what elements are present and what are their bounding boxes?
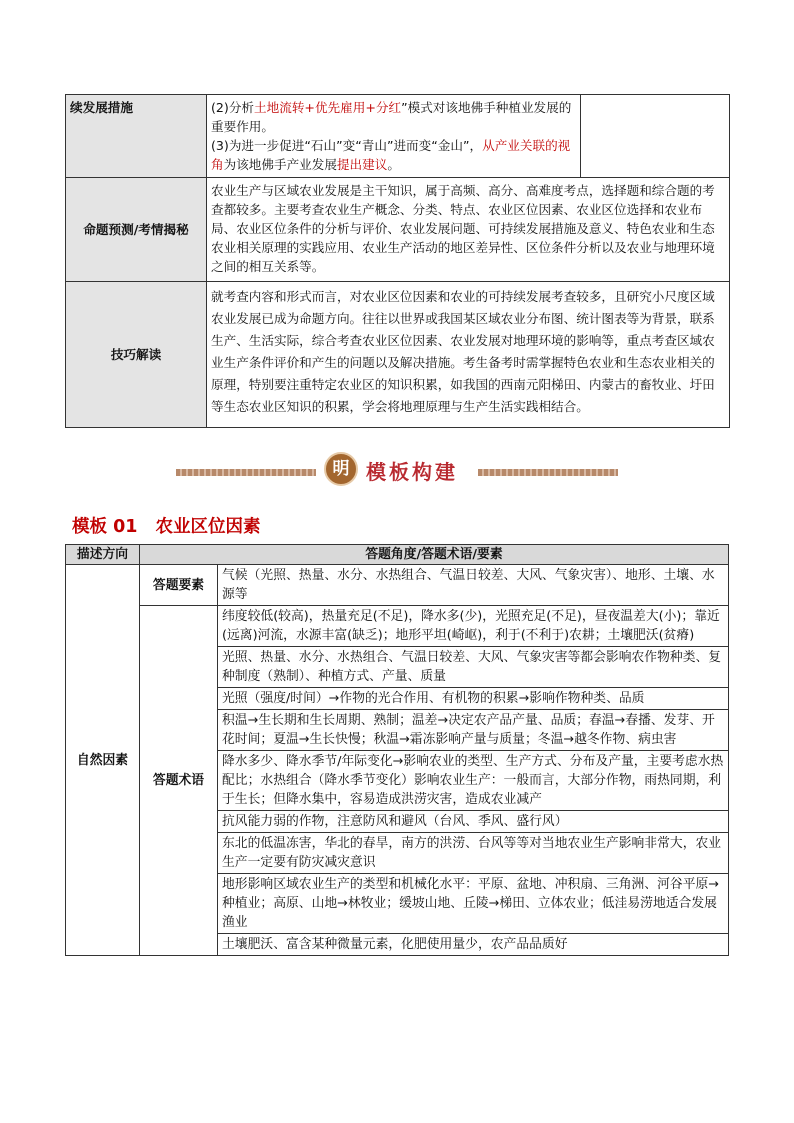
- table-cell: 光照、热量、水分、水热组合、气温日较差、大风、气象灾害等都会影响农作物种类、复种制度（熟制）、种植方式、产量、质量: [218, 647, 729, 688]
- badge-icon: 明: [324, 452, 358, 486]
- empty-cell: [581, 95, 730, 178]
- template-title: 农业区位因素: [155, 517, 261, 537]
- table-row: [66, 565, 729, 606]
- table-row: [66, 95, 730, 178]
- decorative-divider: [176, 469, 316, 476]
- table-row: [66, 606, 729, 647]
- table-cell: 降水多少、降水季节/年际变化→影响农业的类型、生产方式、分布及产量，主要考虑水热配比；水热组合（降水季节变化）影响农业生产：一般而言，大部分作物，雨热同期，利于生长；但降水集中，容易造成洪涝灾害，造成农业减产: [218, 751, 729, 811]
- decorative-divider: [478, 469, 618, 476]
- table-cell: 气候（光照、热量、水分、水热组合、气温日较差、大风、气象灾害）、地形、土壤、水源等: [218, 565, 729, 606]
- template-number: 模板 01: [72, 517, 138, 537]
- row-label: 续发展措施: [66, 95, 207, 178]
- table-cell: 光照（强度/时间）→作物的光合作用、有机物的积累→影响作物种类、品质: [218, 688, 729, 710]
- table-cell: 抗风能力弱的作物，注意防风和避风（台风、季风、盛行风）: [218, 811, 729, 833]
- template-table: [65, 544, 729, 956]
- table-row: [66, 282, 730, 428]
- table-cell: 东北的低温冻害，华北的春旱，南方的洪涝、台风等等对当地农业生产影响非常大，农业生产一定要有防灾减灾意识: [218, 833, 729, 874]
- table-cell: 积温→生长期和生长周期、熟制；温差→决定农产品产量、品质；春温→春播、发芽、开花时间；夏温→生长快慢；秋温→霜冻影响产量与质量；冬温→越冬作物、病虫害: [218, 710, 729, 751]
- question-items: (2)分析土地流转+优先雇用+分红”模式对该地佛手种植业发展的重要作用。 (3)为进一步促进“石山”变“青山”进而变“金山”，从产业关联的视角为该地佛手产业发展提出建议。: [207, 95, 581, 178]
- exam-analysis-table: [65, 94, 730, 428]
- template-heading: [72, 513, 278, 538]
- table-cell: 纬度较低(较高)，热量充足(不足)，降水多(少)，光照充足(不足)，昼夜温差大(小)；靠近(远离)河流，水源丰富(缺乏)；地形平坦(崎岖)，利于(不利于)农耕；土壤肥沃(贫瘠): [218, 606, 729, 647]
- row-label: 技巧解读: [66, 282, 207, 428]
- table-row: [66, 178, 730, 282]
- row-label: 命题预测/考情揭秘: [66, 178, 207, 282]
- sub-category-label: 答题术语: [140, 606, 218, 956]
- sub-category-label: 答题要素: [140, 565, 218, 606]
- column-header: 答题角度/答题术语/要素: [140, 545, 729, 565]
- table-header-row: [66, 545, 729, 565]
- table-cell: 地形影响区域农业生产的类型和机械化水平：平原、盆地、冲积扇、三角洲、河谷平原→种植业；高原、山地→林牧业；缓坡山地、丘陵→梯田、立体农业；低洼易涝地适合发展渔业: [218, 874, 729, 934]
- technique-text: 就考查内容和形式而言，对农业区位因素和农业的可持续发展考查较多，且研究小尺度区域农业发展已成为命题方向。往往以世界或我国某区域农业分布图、统计图表等为背景，联系生产、生活实际，综合考查农业区位因素、农业发展对地理环境的影响等，重点考查区域农业生产条件评价和产生的问题以及解决措施。考生备考时需掌握特色农业和生态农业相关的原理，特别要注重特定农业区的知识积累，如我国的西南元阳梯田、内蒙古的畜牧业、圩田等生态农业区知识的积累，学会将地理原理与生产生活实践相结合。: [207, 282, 730, 428]
- category-label: 自然因素: [66, 565, 140, 956]
- table-cell: 土壤肥沃、富含某种微量元素，化肥使用量少，农产品品质好: [218, 934, 729, 956]
- section-banner: [176, 450, 618, 490]
- prediction-text: 农业生产与区域农业发展是主干知识，属于高频、高分、高难度考点，选择题和综合题的考查都较多。主要考查农业生产概念、分类、特点、农业区位因素、农业区位选择和农业布局、农业区位条件的分析与评价、农业发展问题、可持续发展措施及意义、特色农业和生态农业相关原理的实践应用、农业生产活动的地区差异性、区位条件分析以及农业与地理环境之间的相互关系等。: [207, 178, 730, 282]
- banner-title: 模板构建: [366, 460, 458, 484]
- column-header: 描述方向: [66, 545, 140, 565]
